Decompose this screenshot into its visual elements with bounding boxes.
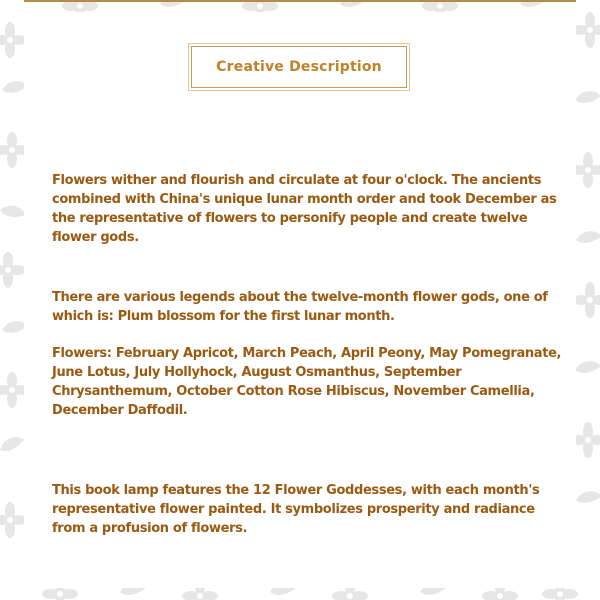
description-paragraph-flower-list: Flowers: February Apricot, March Peach, April Peony, May Pomegranate, June Lotus, July Hollyhock, August Osmanthus, September Chrysanthemum, October Cotton Rose Hibiscus, November Camellia, December Daffodil. <box>52 346 562 418</box>
page-title: Creative Description <box>216 59 382 75</box>
title-frame <box>191 46 407 88</box>
description-paragraph-legend: There are various legends about the twelve-month flower gods, one of which is: Plum blossom for the first lunar month. <box>52 290 548 324</box>
description-paragraph-product: This book lamp features the 12 Flower Goddesses, with each month's representative flower painted. It symbolizes prosperity and radiance from a profusion of flowers. <box>52 483 540 536</box>
description-paragraph-intro: Flowers wither and flourish and circulate at four o'clock. The ancients combined with China's unique lunar month order and took December as the representative of flowers to personify people and create twelve flower gods. <box>52 173 557 245</box>
top-border-line <box>24 0 576 2</box>
